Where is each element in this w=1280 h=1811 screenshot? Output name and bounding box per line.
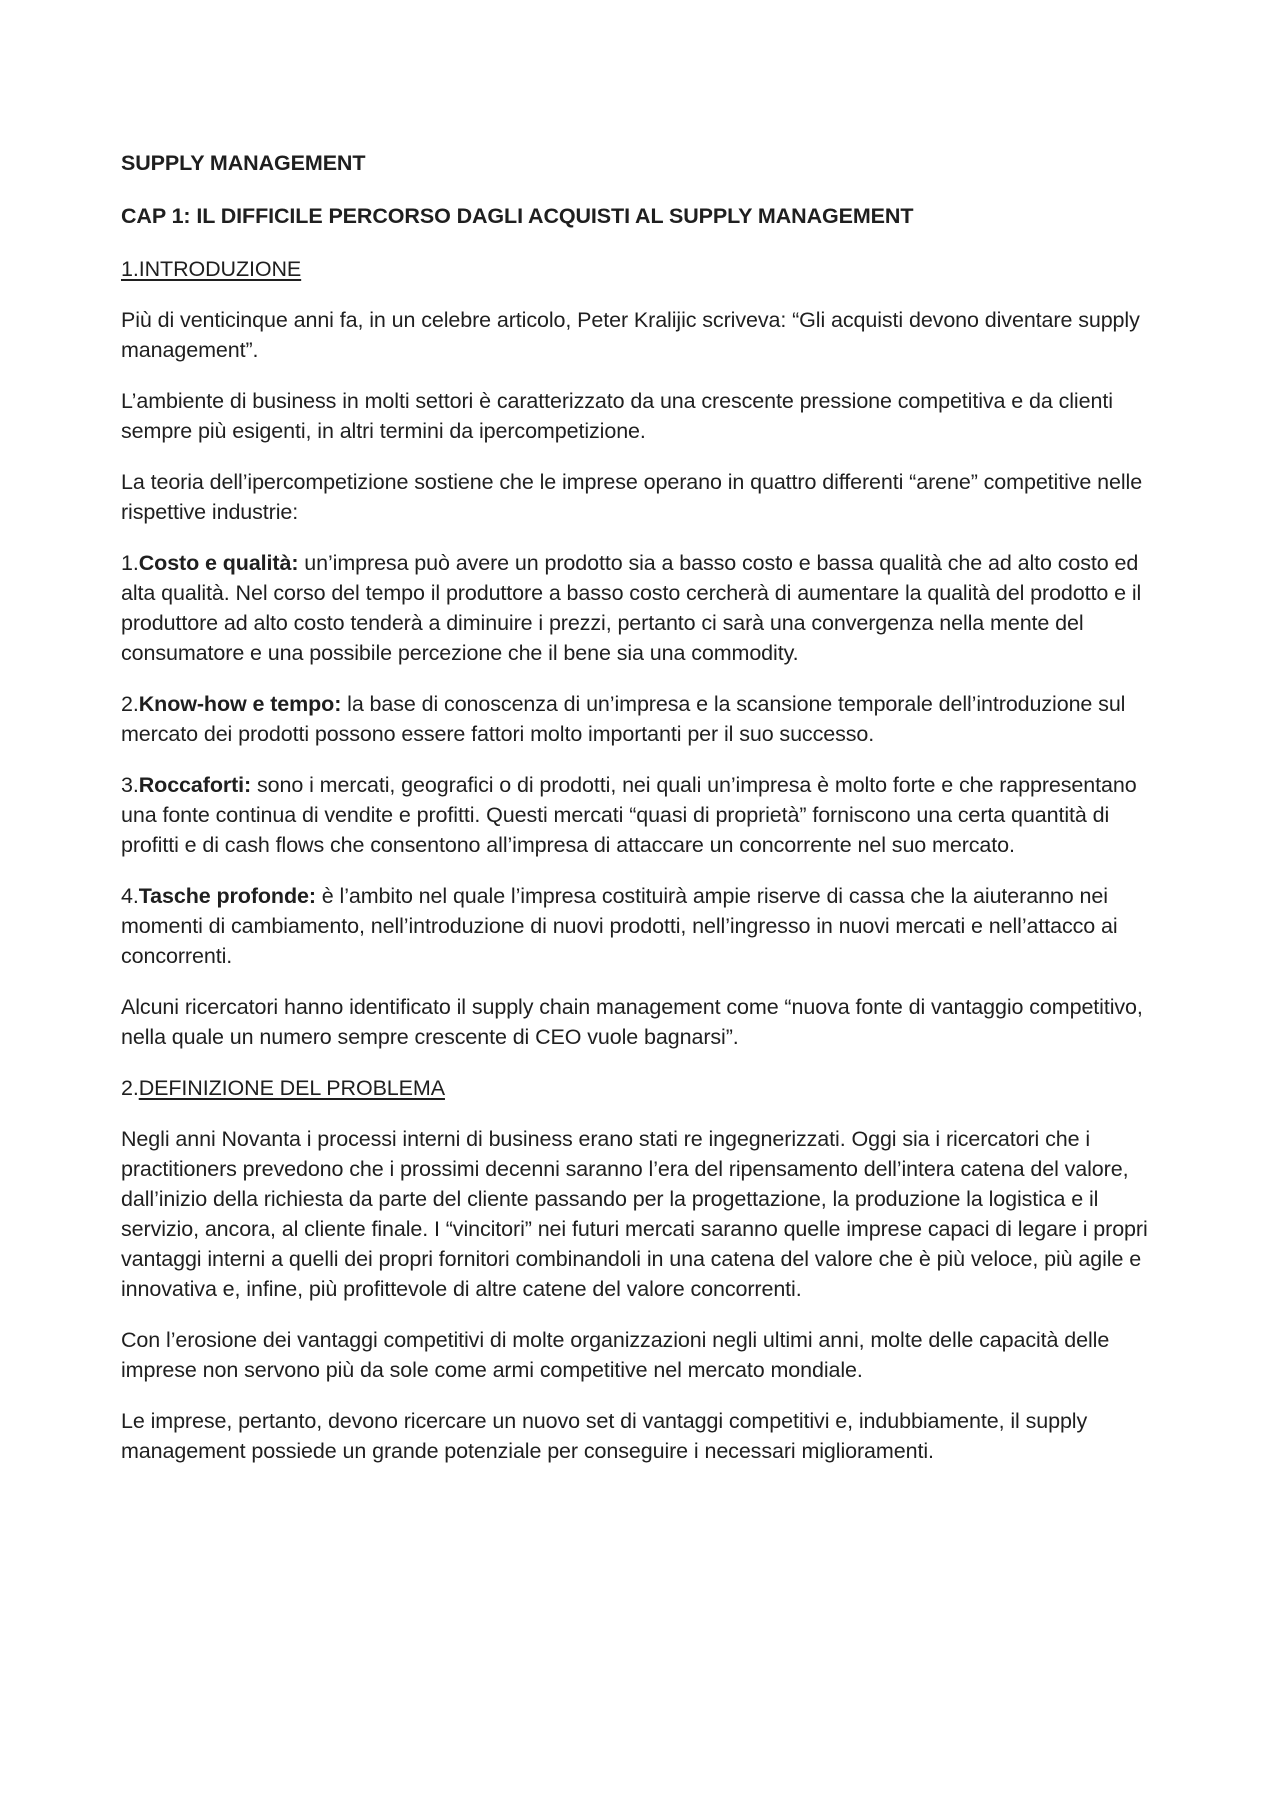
arena-term: Roccaforti: xyxy=(138,773,252,797)
arena-number: 4. xyxy=(121,884,139,908)
section-heading-introduzione xyxy=(121,254,1171,284)
section-heading-text: 1.INTRODUZIONE xyxy=(121,257,302,281)
arena-number: 1. xyxy=(121,551,139,575)
arena-term: Tasche profonde: xyxy=(138,884,316,908)
arena-number: 3. xyxy=(121,773,139,797)
arena-number: 2. xyxy=(121,692,139,716)
arena-item-costo-qualita xyxy=(121,548,1171,668)
chapter-title: CAP 1: IL DIFFICILE PERCORSO DAGLI ACQUISTI AL SUPPLY MANAGEMENT xyxy=(121,204,914,228)
arena-item-roccaforti xyxy=(121,770,1171,860)
paragraph: Più di venticinque anni fa, in un celebre articolo, Peter Kralijic scriveva: “Gli acquisti devono diventare supply management”. xyxy=(121,308,1140,362)
document-page xyxy=(121,148,1171,1487)
arena-text: è l’ambito nel quale l’impresa costituirà ampie riserve di cassa che la aiuteranno nei momenti di cambiamento, nell’introduzione di nuovi prodotti, nell’ingresso in nuovi mercati e nell’attacco ai concorrenti. xyxy=(121,884,1118,968)
section-number: 2. xyxy=(121,1076,139,1100)
arena-text: la base di conoscenza di un’impresa e la scansione temporale dell’introduzione sul mercato dei prodotti possono essere fattori molto importanti per il suo successo. xyxy=(121,692,1126,746)
section-heading-definizione xyxy=(121,1073,1171,1103)
paragraph: Con l’erosione dei vantaggi competitivi di molte organizzazioni negli ultimi anni, molte delle capacità delle imprese non servono più da sole come armi competitive nel mercato mondiale. xyxy=(121,1328,1110,1382)
paragraph: La teoria dell’ipercompetizione sostiene che le imprese operano in quattro differenti “arene” competitive nelle rispettive industrie: xyxy=(121,470,1143,524)
arena-text: sono i mercati, geografici o di prodotti, nei quali un’impresa è molto forte e che rappresentano una fonte continua di vendite e profitti. Questi mercati “quasi di proprietà” forniscono una certa quantità di profitti e di cash flows che consentono all’impresa di attaccare un concorrente nel suo mercato. xyxy=(121,773,1137,857)
paragraph: L’ambiente di business in molti settori è caratterizzato da una crescente pressione competitiva e da clienti sempre più esigenti, in altri termini da ipercompetizione. xyxy=(121,389,1113,443)
arena-item-know-how-tempo xyxy=(121,689,1171,749)
document-title: SUPPLY MANAGEMENT xyxy=(121,151,366,175)
arena-text: un’impresa può avere un prodotto sia a basso costo e bassa qualità che ad alto costo ed alta qualità. Nel corso del tempo il produttore a basso costo cercherà di aumentare la qualità del prodotto e il produttore ad alto costo tenderà a diminuire i prezzi, pertanto ci sarà una convergenza nella mente del consumatore e una possibile percezione che il bene sia una commodity. xyxy=(121,551,1142,665)
arena-term: Know-how e tempo: xyxy=(138,692,342,716)
arena-term: Costo e qualità: xyxy=(138,551,299,575)
paragraph-closing: Alcuni ricercatori hanno identificato il supply chain management come “nuova fonte di vantaggio competitivo, nella quale un numero sempre crescente di CEO vuole bagnarsi”. xyxy=(121,995,1143,1049)
section-heading-text: DEFINIZIONE DEL PROBLEMA xyxy=(138,1076,445,1100)
arena-item-tasche-profonde xyxy=(121,881,1171,971)
paragraph: Le imprese, pertanto, devono ricercare un nuovo set di vantaggi competitivi e, indubbiamente, il supply management possiede un grande potenziale per conseguire i necessari miglioramenti. xyxy=(121,1409,1088,1463)
paragraph: Negli anni Novanta i processi interni di business erano stati re ingegnerizzati. Oggi sia i ricercatori che i practitioners prevedono che i prossimi decenni saranno l’era del ripensamento dell’intera catena del valore, dall’inizio della richiesta da parte del cliente passando per la progettazione, la produzione la logistica e il servizio, ancora, al cliente finale. I “vincitori” nei futuri mercati saranno quelle imprese capaci di legare i propri vantaggi interni a quelli dei propri fornitori combinandoli in una catena del valore che è più veloce, più agile e innovativa e, infine, più profittevole di altre catene del valore concorrenti. xyxy=(121,1127,1148,1301)
